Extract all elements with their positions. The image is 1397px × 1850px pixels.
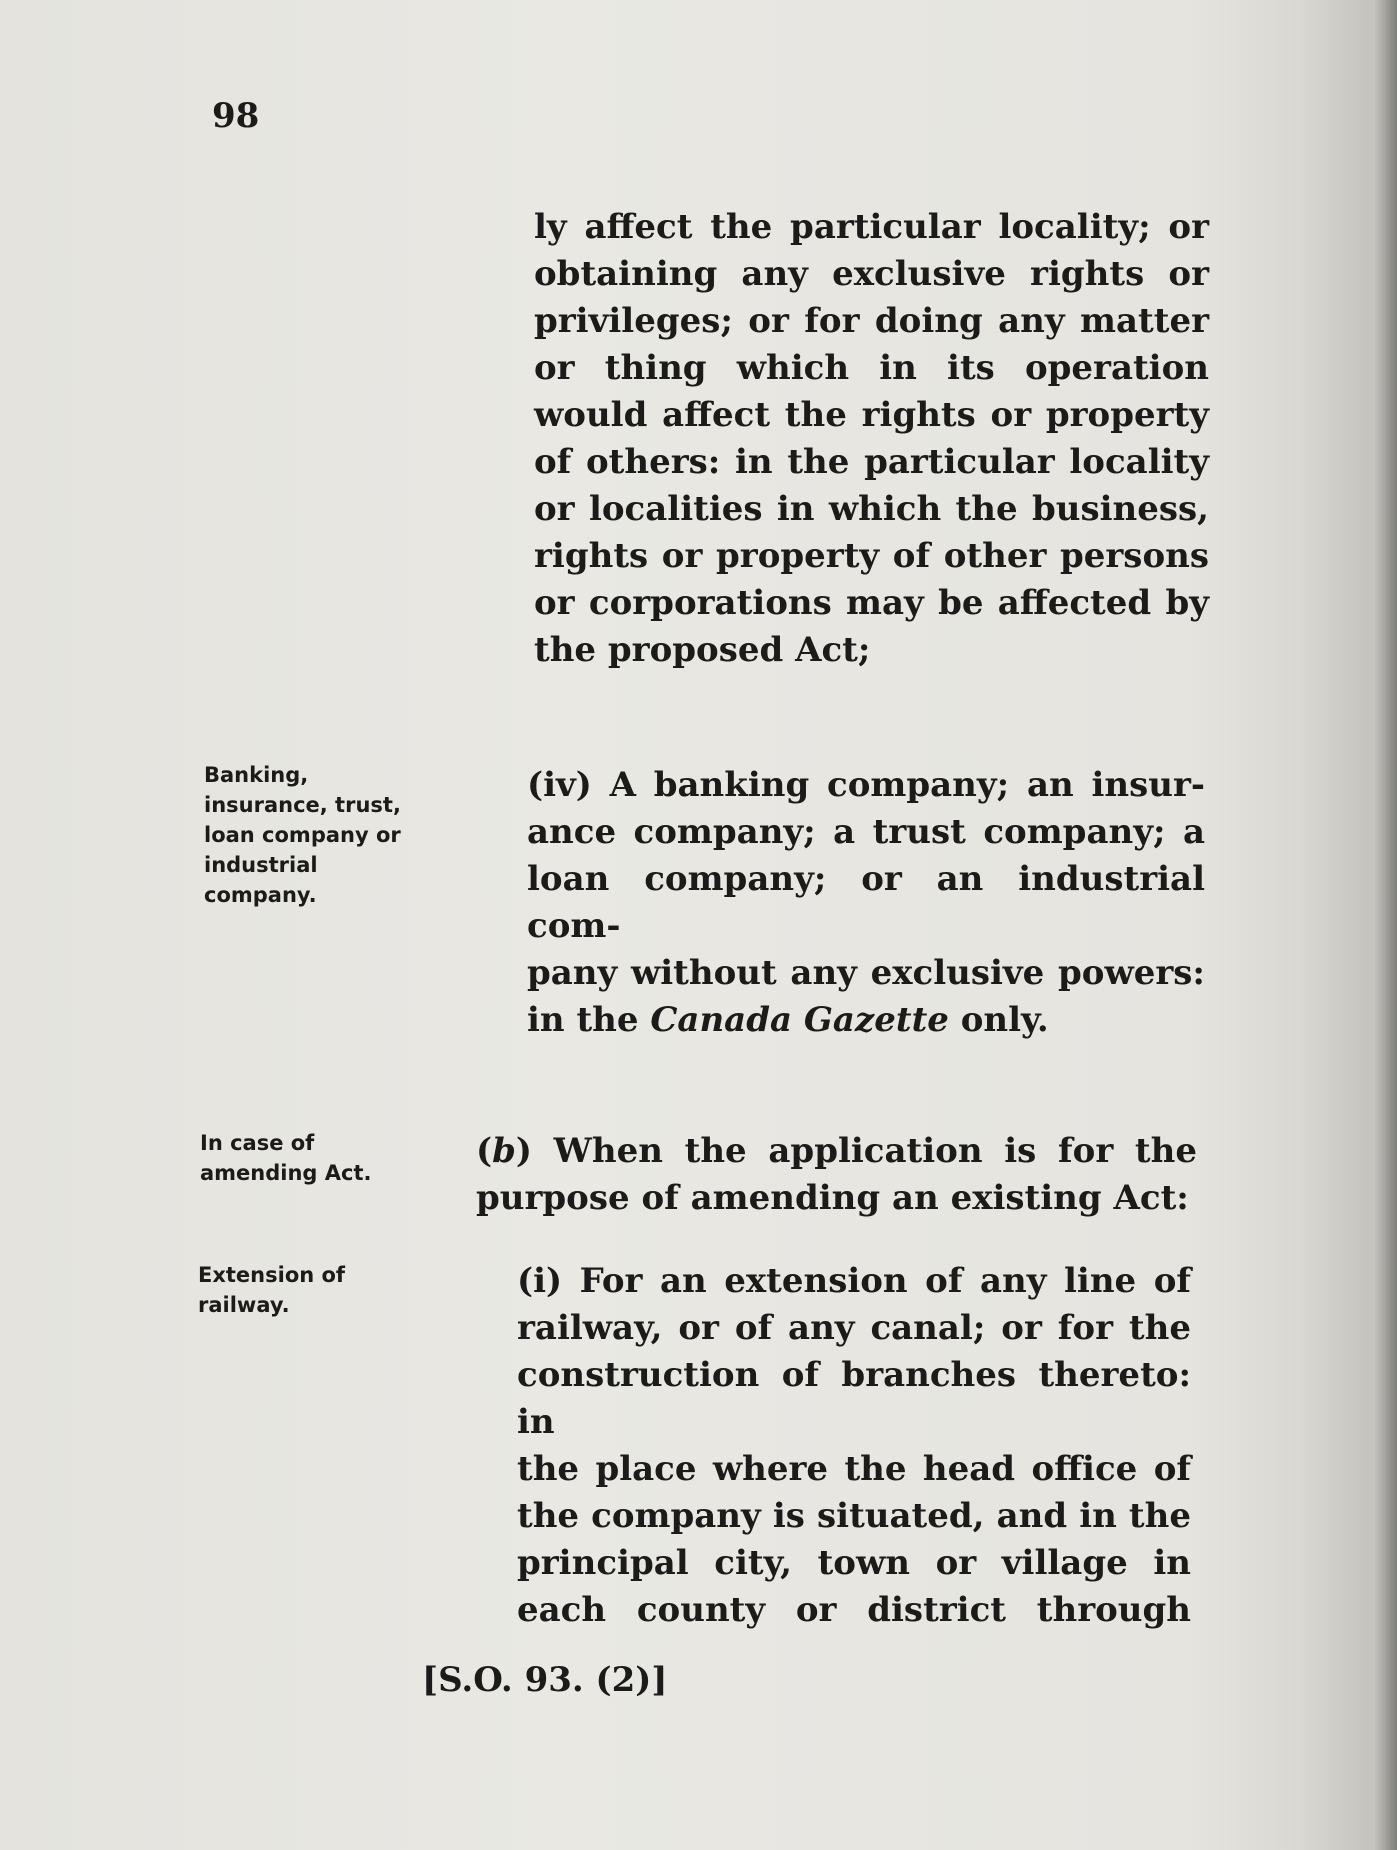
text-line: principal city, town or village in xyxy=(517,1543,1191,1583)
text-line: rights or property of other persons xyxy=(534,536,1209,576)
page-edge-shadow xyxy=(1373,0,1397,1850)
text-line: of others: in the particular locality xyxy=(534,442,1209,482)
text-line: each county or district through xyxy=(517,1590,1191,1630)
margin-note-amending: In case of amending Act. xyxy=(200,1131,372,1185)
text-line: pany without any exclusive powers: xyxy=(527,953,1205,993)
text-line: or thing which in its operation xyxy=(534,348,1209,388)
paragraph-i xyxy=(517,1258,1191,1634)
text-line: or corporations may be affected by xyxy=(534,583,1209,623)
text-line: the place where the head office of xyxy=(517,1449,1191,1489)
text-line: construction of branches thereto: in xyxy=(517,1355,1191,1442)
text-line: (i) For an extension of any line of xyxy=(517,1261,1191,1301)
text-line: or localities in which the business, xyxy=(534,489,1209,529)
text-line: railway, or of any canal; or for the xyxy=(517,1308,1191,1348)
paragraph-b xyxy=(476,1128,1197,1222)
text-line: privileges; or for doing any matter xyxy=(534,301,1209,341)
footer-reference: [S.O. 93. (2)] xyxy=(422,1660,668,1700)
text-line: the company is situated, and in the xyxy=(517,1496,1191,1536)
text-line: (b) When the application is for the xyxy=(476,1131,1197,1171)
text-line: ance company; a trust company; a xyxy=(527,812,1205,852)
italic-title: Canada Gazette xyxy=(650,1000,949,1040)
text-line: loan company; or an industrial com- xyxy=(527,859,1205,946)
text-line: obtaining any exclusive rights or xyxy=(534,254,1209,294)
margin-note-extension: Extension of railway. xyxy=(198,1263,346,1317)
margin-note-banking: Banking, insurance, trust, loan company or industrial company. xyxy=(204,763,401,907)
paragraph-continuation xyxy=(534,204,1209,674)
page-number: 98 xyxy=(212,96,260,136)
text-line: would affect the rights or property xyxy=(534,395,1209,435)
text-line: in the Canada Gazette only. xyxy=(527,1000,1049,1040)
text-line: (iv) A banking company; an insur- xyxy=(527,765,1205,805)
text-line: ly affect the particular locality; or xyxy=(534,207,1209,247)
paragraph-iv xyxy=(527,762,1205,1044)
text-line: purpose of amending an existing Act: xyxy=(476,1178,1189,1218)
text-line: the proposed Act; xyxy=(534,630,871,670)
